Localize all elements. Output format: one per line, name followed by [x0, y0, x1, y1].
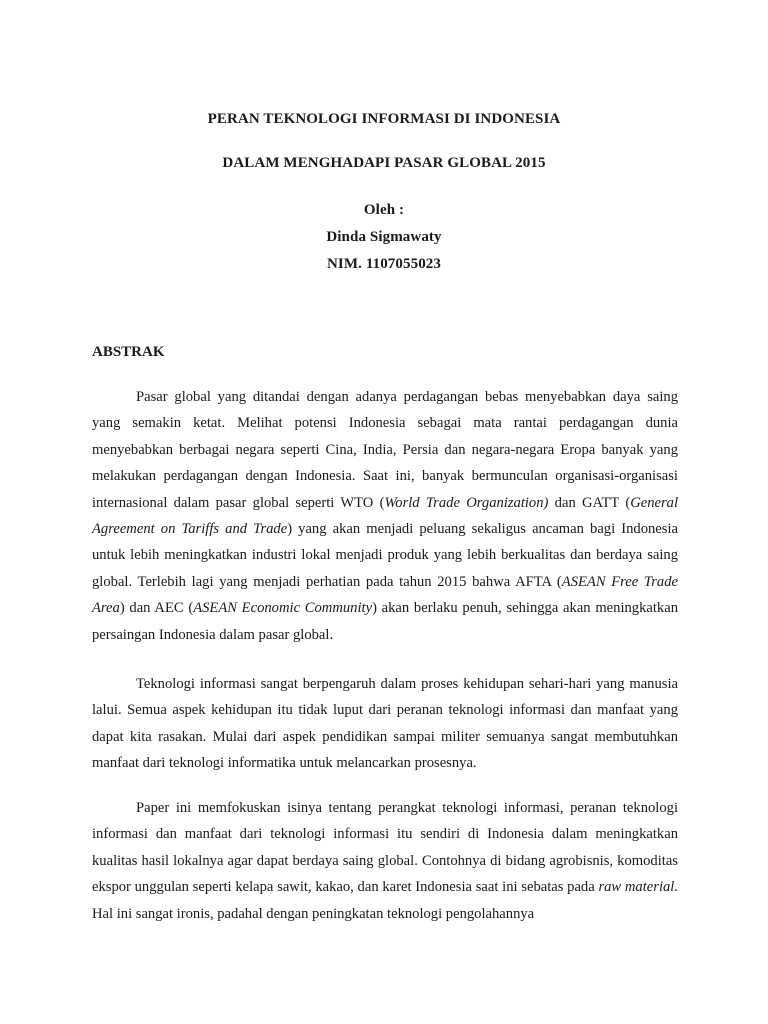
abstract-heading: ABSTRAK — [92, 344, 165, 360]
byline: Oleh : — [363, 202, 405, 218]
abstract-paragraph-1: Pasar global yang ditandai dengan adanya perdagangan bebas menyebabkan daya saing yang semakin ketat. Melihat potensi Indonesia sebagai mata rantai perdagangan dunia menyebabkan berbagai negara seperti Cina, India, Persia dan negara-negara Eropa banyak yang melakukan perdagangan dengan Indonesia. Saat ini, banyak bermunculan organisasi-organisasi internasional dalam pasar global seperti WTO (World Trade Organization) dan GATT (General Agreement on Tariffs and Trade) yang akan menjadi peluang sekaligus ancaman bagi Indonesia untuk lebih meningkatkan industri lokal menjadi produk yang lebih berkualitas dan berdaya saing global. Terlebih lagi yang menjadi perhatian pada tahun 2015 bahwa AFTA (ASEAN Free Trade Area) dan AEC (ASEAN Economic Community) akan berlaku penuh, sehingga akan meningkatkan persaingan Indonesia dalam pasar global. — [92, 389, 679, 643]
italic-term: raw material. — [598, 879, 678, 896]
abstract-paragraph-2: Teknologi informasi sangat berpengaruh dalam proses kehidupan sehari-hari yang manusia lalui. Semua aspek kehidupan itu tidak luput dari peranan teknologi informasi dan manfaat yang dapat kita rasakan. Mulai dari aspek pendidikan sampai militer semuanya sangat membutuhkan manfaat dari teknologi informatika untuk melancarkan prosesnya. — [92, 676, 678, 772]
author-name: Dinda Sigmawaty — [326, 229, 442, 245]
student-id: NIM. 1107055023 — [327, 256, 441, 272]
italic-term: ASEAN Free Trade Area — [92, 573, 678, 617]
italic-term: ASEAN Economic Community — [193, 600, 373, 617]
italic-term: World Trade Organization) — [384, 494, 549, 511]
italic-term: General Agreement on Tariffs and Trade — [92, 494, 679, 538]
title-line-1: PERAN TEKNOLOGI INFORMASI DI INDONESIA — [207, 111, 561, 127]
title-line-2: DALAM MENGHADAPI PASAR GLOBAL 2015 — [222, 155, 546, 171]
abstract-paragraph-3: Paper ini memfokuskan isinya tentang perangkat teknologi informasi, peranan teknologi informasi dan manfaat dari teknologi informasi itu sendiri di Indonesia dalam meningkatkan kualitas hasil lokalnya agar dapat berdaya saing global. Contohnya di bidang agrobisnis, komoditas ekspor unggulan seperti kelapa sawit, kakao, dan karet Indonesia saat ini sebatas pada raw material. Hal ini sangat ironis, padahal dengan peningkatan teknologi pengolahannya — [92, 800, 678, 922]
